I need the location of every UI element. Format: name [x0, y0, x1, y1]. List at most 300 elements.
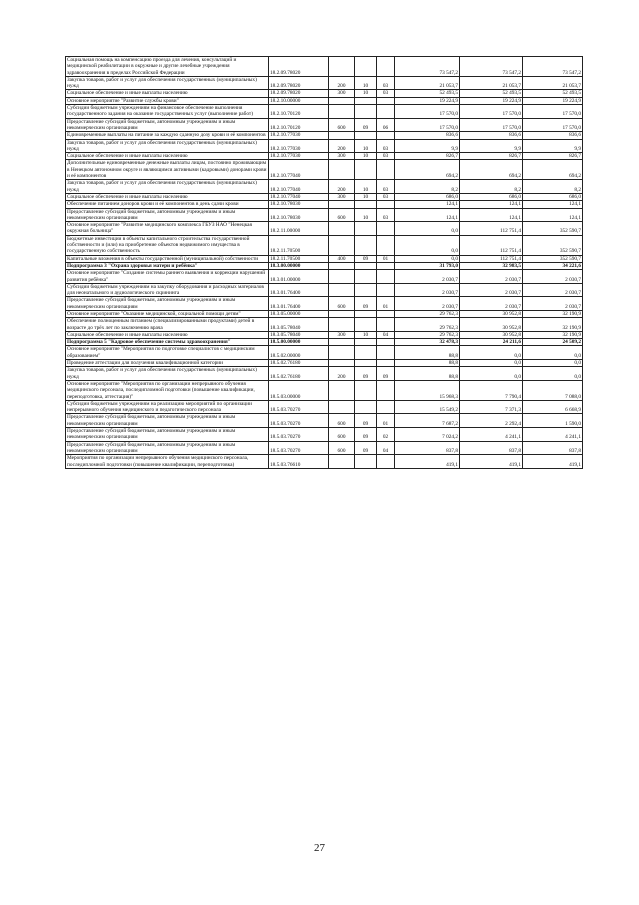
amount-year-2-cell: 694,2	[460, 160, 523, 180]
target-code-cell: 18.5.00.00000	[269, 339, 329, 346]
expense-type-cell	[329, 222, 355, 236]
section-cell: 10	[355, 76, 377, 90]
subsection-cell	[377, 270, 395, 284]
amount-year-2-cell: 2 030,7	[460, 297, 523, 311]
item-name-cell: Подпрограмма 5 "Кадровое обеспечение системы здравоохранения"	[66, 339, 269, 346]
expense-type-cell	[329, 270, 355, 284]
target-code-cell: 18.5.02.76180	[269, 367, 329, 381]
amount-year-1-cell: 29 762,3	[395, 318, 460, 332]
amount-year-2-cell: 73 547,2	[460, 57, 523, 77]
amount-year-3-cell: 32 190,9	[523, 318, 583, 332]
target-code-cell: 18.2.09.78020	[269, 90, 329, 97]
section-cell: 09	[355, 414, 377, 428]
subsection-cell: 09	[377, 367, 395, 381]
subsection-cell	[377, 160, 395, 180]
table-row	[66, 331, 583, 338]
amount-year-1-cell: 88,8	[395, 360, 460, 367]
table-row	[66, 380, 583, 400]
target-code-cell: 18.2.09.78020	[269, 76, 329, 90]
amount-year-2-cell: 19 224,9	[460, 97, 523, 104]
amount-year-3-cell: 4 241,1	[523, 428, 583, 442]
amount-year-2-cell: 686,0	[460, 193, 523, 200]
amount-year-2-cell: 2 292,4	[460, 414, 523, 428]
amount-year-2-cell: 0,0	[460, 367, 523, 381]
expense-type-cell	[329, 400, 355, 414]
section-cell: 09	[355, 441, 377, 455]
amount-year-3-cell: 419,1	[523, 455, 583, 469]
amount-year-1-cell: 19 224,9	[395, 97, 460, 104]
expense-type-cell	[329, 262, 355, 269]
item-name-cell: Дополнительные единовременные денежные выплаты лицам, постоянно проживающим в Ненецком автономном округе и являющимся активными (кадровыми) донорами крови и её компонентов	[67, 160, 267, 180]
amount-year-2-cell: 52 493,5	[460, 90, 523, 97]
section-cell	[355, 310, 377, 317]
section-cell: 10	[355, 208, 377, 222]
amount-year-1-cell: 826,7	[395, 153, 460, 160]
section-cell: 10	[355, 331, 377, 338]
section-cell: 10	[355, 139, 377, 153]
amount-year-2-cell: 9,9	[460, 139, 523, 153]
table-row	[66, 262, 583, 269]
expense-type-cell	[329, 235, 355, 255]
expense-type-cell	[329, 201, 355, 208]
target-code-cell: 18.2.10.77030	[269, 132, 329, 139]
item-name-cell: Предоставление субсидий бюджетным, автономным учреждениям и иным некоммерческим организациям	[66, 208, 269, 222]
section-cell	[355, 262, 377, 269]
amount-year-2-cell: 2 030,7	[460, 283, 523, 297]
table-row	[66, 360, 583, 367]
section-cell: 09	[355, 297, 377, 311]
target-code-cell: 18.2.11.70500	[269, 235, 329, 255]
section-cell	[355, 97, 377, 104]
expense-type-cell: 300	[329, 331, 355, 338]
subsection-cell: 04	[377, 441, 395, 455]
item-name-cell: Проведение аттестации для получения квалификационной категории	[66, 360, 269, 367]
item-name-cell: Основное мероприятие "Развитие медицинского комплекса ГБУЗ НАО "Ненецкая окружная больница"	[66, 222, 269, 236]
amount-year-1-cell: 15 968,3	[395, 380, 460, 400]
item-name-cell: Закупка товаров, работ и услуг для обеспечения государственных (муниципальных) нужд	[66, 76, 269, 90]
table-row	[66, 90, 583, 97]
table-row	[66, 318, 583, 332]
table-row	[66, 310, 583, 317]
table-row	[66, 235, 583, 255]
table-row	[66, 180, 583, 194]
expense-type-cell	[329, 346, 355, 360]
amount-year-1-cell: 0,0	[395, 255, 460, 262]
amount-year-2-cell: 21 053,7	[460, 76, 523, 90]
section-cell	[355, 132, 377, 139]
table-row	[66, 255, 583, 262]
amount-year-1-cell: 694,2	[395, 160, 460, 180]
subsection-cell	[377, 455, 395, 469]
table-row	[66, 400, 583, 414]
section-cell: 10	[355, 90, 377, 97]
amount-year-2-cell: 32 983,5	[460, 262, 523, 269]
target-code-cell: 18.5.02.00000	[269, 346, 329, 360]
subsection-cell: 01	[377, 255, 395, 262]
expense-type-cell	[329, 97, 355, 104]
amount-year-2-cell: 112 751,4	[460, 222, 523, 236]
target-code-cell: 18.2.10.00000	[269, 97, 329, 104]
amount-year-1-cell: 15 549,2	[395, 400, 460, 414]
target-code-cell: 18.2.09.78020	[269, 57, 329, 77]
amount-year-1-cell: 7 024,2	[395, 428, 460, 442]
target-code-cell: 18.2.10.78030	[269, 208, 329, 222]
item-name-cell: Социальное обеспечение и иные выплаты населению	[66, 193, 269, 200]
target-code-cell: 18.2.10.77030	[269, 139, 329, 153]
section-cell	[355, 283, 377, 297]
section-cell	[355, 222, 377, 236]
amount-year-1-cell: 29 762,3	[395, 310, 460, 317]
target-code-cell: 18.2.11.70500	[269, 255, 329, 262]
amount-year-2-cell: 24 211,6	[460, 339, 523, 346]
table-row	[66, 76, 583, 90]
subsection-cell	[377, 360, 395, 367]
amount-year-2-cell: 7 790,4	[460, 380, 523, 400]
amount-year-3-cell: 17 570,0	[523, 118, 583, 132]
amount-year-1-cell: 7 687,2	[395, 414, 460, 428]
target-code-cell: 18.3.05.00000	[269, 310, 329, 317]
amount-year-1-cell: 0,0	[395, 222, 460, 236]
expense-type-cell: 400	[329, 255, 355, 262]
item-name-cell: Основное мероприятие "Развитие службы крови"	[66, 97, 269, 104]
table-row	[66, 153, 583, 160]
amount-year-3-cell: 8,2	[523, 180, 583, 194]
target-code-cell: 18.2.10.70120	[269, 118, 329, 132]
section-cell: 10	[355, 153, 377, 160]
subsection-cell: 03	[377, 193, 395, 200]
amount-year-3-cell: 124,1	[523, 201, 583, 208]
section-cell	[355, 160, 377, 180]
section-cell	[355, 270, 377, 284]
section-cell	[355, 57, 377, 77]
expense-type-cell	[329, 283, 355, 297]
section-cell: 10	[355, 180, 377, 194]
section-cell	[355, 235, 377, 255]
amount-year-3-cell: 2 030,7	[523, 297, 583, 311]
amount-year-3-cell: 2 030,7	[523, 283, 583, 297]
amount-year-1-cell: 29 762,3	[395, 331, 460, 338]
amount-year-3-cell: 0,0	[523, 360, 583, 367]
amount-year-3-cell: 9,9	[523, 139, 583, 153]
expense-type-cell: 200	[329, 367, 355, 381]
amount-year-3-cell: 6 668,9	[523, 400, 583, 414]
page-number: 27	[314, 842, 325, 854]
section-cell	[355, 201, 377, 208]
subsection-cell	[377, 105, 395, 119]
item-name-cell: Обеспечение питанием доноров крови и её компонентов в день сдачи крови	[66, 201, 269, 208]
amount-year-2-cell: 17 570,0	[460, 118, 523, 132]
subsection-cell: 03	[377, 139, 395, 153]
subsection-cell	[377, 235, 395, 255]
target-code-cell: 18.5.03.70270	[269, 414, 329, 428]
section-cell	[355, 339, 377, 346]
expense-type-cell	[329, 339, 355, 346]
amount-year-3-cell: 21 053,7	[523, 76, 583, 90]
amount-year-1-cell: 9,9	[395, 139, 460, 153]
target-code-cell: 18.2.10.77040	[269, 160, 329, 180]
item-name-cell: Подпрограмма 3 "Охрана здоровья матери и ребёнка"	[66, 262, 269, 269]
amount-year-3-cell: 32 190,9	[523, 310, 583, 317]
amount-year-1-cell: 2 030,7	[395, 297, 460, 311]
item-name-cell: Мероприятия по организации непрерывного обучения медицинского персонала, последипломной подготовки (повышение квалификации, переподготовка)	[66, 455, 269, 469]
amount-year-2-cell: 124,1	[460, 201, 523, 208]
target-code-cell: 18.3.05.78040	[269, 331, 329, 338]
amount-year-3-cell: 124,1	[523, 208, 583, 222]
expense-type-cell: 600	[329, 414, 355, 428]
subsection-cell: 03	[377, 90, 395, 97]
subsection-cell	[377, 97, 395, 104]
table-row	[66, 283, 583, 297]
amount-year-3-cell: 52 493,5	[523, 90, 583, 97]
target-code-cell: 18.2.10.77040	[269, 193, 329, 200]
amount-year-2-cell: 8,2	[460, 180, 523, 194]
table-row	[66, 132, 583, 139]
amount-year-1-cell: 88,8	[395, 346, 460, 360]
amount-year-2-cell: 836,6	[460, 132, 523, 139]
subsection-cell: 04	[377, 331, 395, 338]
amount-year-3-cell: 32 190,9	[523, 331, 583, 338]
target-code-cell: 18.3.01.76400	[269, 283, 329, 297]
subsection-cell	[377, 262, 395, 269]
expense-type-cell: 600	[329, 118, 355, 132]
expense-type-cell	[329, 455, 355, 469]
budget-table-body	[66, 57, 583, 469]
amount-year-3-cell: 837,8	[523, 441, 583, 455]
expense-type-cell: 200	[329, 76, 355, 90]
amount-year-1-cell: 2 030,7	[395, 270, 460, 284]
item-name-cell: Социальное обеспечение и иные выплаты населению	[66, 153, 269, 160]
amount-year-2-cell: 30 952,8	[460, 310, 523, 317]
amount-year-2-cell: 0,0	[460, 346, 523, 360]
item-name-cell: Социальное обеспечение и иные выплаты населению	[66, 90, 269, 97]
section-cell: 09	[355, 428, 377, 442]
amount-year-3-cell: 0,0	[523, 367, 583, 381]
target-code-cell: 18.2.10.70120	[269, 105, 329, 119]
expense-type-cell	[329, 380, 355, 400]
section-cell	[355, 360, 377, 367]
target-code-cell: 18.2.10.77040	[269, 180, 329, 194]
expense-type-cell	[329, 310, 355, 317]
expense-type-cell	[329, 132, 355, 139]
amount-year-3-cell: 686,0	[523, 193, 583, 200]
item-name-cell: Социальная помощь на компенсацию проезда для лечения, консультаций и медицинской реабилитации в окружные и другие лечебные учреждения здравоохранения в пределах Российской Федерации	[66, 57, 269, 77]
subsection-cell	[377, 132, 395, 139]
section-cell	[355, 380, 377, 400]
target-code-cell: 18.5.03.76610	[269, 455, 329, 469]
amount-year-2-cell: 2 030,7	[460, 270, 523, 284]
target-code-cell: 18.5.03.70270	[269, 428, 329, 442]
item-name-cell: Предоставление субсидий бюджетным, автономным учреждениям и иным некоммерческим организациям	[66, 428, 269, 442]
amount-year-3-cell: 19 224,9	[523, 97, 583, 104]
target-code-cell: 18.3.05.78040	[269, 318, 329, 332]
table-row	[66, 105, 583, 119]
amount-year-1-cell: 836,6	[395, 132, 460, 139]
item-name-cell: Субсидии бюджетным учреждениям на реализацию мероприятий по организации непрерывного обучения медицинского и педагогического персонала	[66, 400, 269, 414]
section-cell: 09	[355, 118, 377, 132]
subsection-cell	[377, 380, 395, 400]
subsection-cell: 03	[377, 208, 395, 222]
amount-year-1-cell: 8,2	[395, 180, 460, 194]
expense-type-cell: 600	[329, 428, 355, 442]
expense-type-cell: 600	[329, 297, 355, 311]
amount-year-1-cell: 837,8	[395, 441, 460, 455]
amount-year-1-cell: 88,8	[395, 367, 460, 381]
amount-year-3-cell: 1 590,0	[523, 414, 583, 428]
amount-year-2-cell: 17 570,0	[460, 105, 523, 119]
amount-year-3-cell: 836,6	[523, 132, 583, 139]
expense-type-cell	[329, 57, 355, 77]
expense-type-cell: 300	[329, 153, 355, 160]
table-row	[66, 222, 583, 236]
amount-year-1-cell: 0,0	[395, 235, 460, 255]
subsection-cell	[377, 222, 395, 236]
item-name-cell: Предоставление субсидий бюджетным, автономным учреждениям и иным некоммерческим организациям	[66, 414, 269, 428]
subsection-cell: 02	[377, 428, 395, 442]
item-name-cell: Предоставление субсидий бюджетным, автономным учреждениям и иным некоммерческим организациям	[66, 297, 269, 311]
amount-year-3-cell: 2 030,7	[523, 270, 583, 284]
amount-year-2-cell: 826,7	[460, 153, 523, 160]
amount-year-1-cell: 73 547,2	[395, 57, 460, 77]
target-code-cell: 18.3.00.00000	[269, 262, 329, 269]
item-name-cell: Бюджетные инвестиции в объекты капитального строительства государственной собственности и (или) на приобретение объектов недвижимого имущества в государственную собственность	[66, 235, 269, 255]
table-row	[66, 193, 583, 200]
table-row	[66, 428, 583, 442]
amount-year-2-cell: 419,1	[460, 455, 523, 469]
amount-year-3-cell: 826,7	[523, 153, 583, 160]
subsection-cell	[377, 339, 395, 346]
expense-type-cell	[329, 160, 355, 180]
target-code-cell: 18.2.10.78030	[269, 201, 329, 208]
subsection-cell	[377, 400, 395, 414]
amount-year-3-cell: 0,0	[523, 346, 583, 360]
subsection-cell: 03	[377, 76, 395, 90]
table-row	[66, 57, 583, 77]
item-name-cell: Основное мероприятие "Мероприятия по организации непрерывного обучения медицинского персонала, последипломной подготовки (повышение квалификации, переподготовка, аттестация)"	[66, 380, 269, 400]
section-cell	[355, 318, 377, 332]
expense-type-cell: 200	[329, 180, 355, 194]
table-row	[66, 297, 583, 311]
amount-year-2-cell: 0,0	[460, 360, 523, 367]
amount-year-3-cell: 352 590,7	[523, 255, 583, 262]
amount-year-1-cell: 2 030,7	[395, 283, 460, 297]
item-name-cell: Основное мероприятие "Создание системы раннего выявления и коррекции нарушений развития ребёнка"	[66, 270, 269, 284]
budget-table	[65, 56, 583, 469]
amount-year-3-cell: 34 221,6	[523, 262, 583, 269]
amount-year-1-cell: 52 493,5	[395, 90, 460, 97]
table-row	[66, 367, 583, 381]
table-row	[66, 97, 583, 104]
section-cell	[355, 400, 377, 414]
section-cell	[355, 105, 377, 119]
amount-year-3-cell: 73 547,2	[523, 57, 583, 77]
amount-year-3-cell: 7 088,0	[523, 380, 583, 400]
amount-year-2-cell: 30 952,8	[460, 318, 523, 332]
table-row	[66, 346, 583, 360]
target-code-cell: 18.5.03.00000	[269, 380, 329, 400]
subsection-cell: 03	[377, 180, 395, 194]
subsection-cell	[377, 310, 395, 317]
expense-type-cell: 300	[329, 90, 355, 97]
subsection-cell	[377, 201, 395, 208]
amount-year-1-cell: 21 053,7	[395, 76, 460, 90]
amount-year-2-cell: 112 751,4	[460, 235, 523, 255]
amount-year-3-cell: 694,2	[523, 160, 583, 180]
amount-year-1-cell: 124,1	[395, 208, 460, 222]
table-row	[66, 208, 583, 222]
expense-type-cell: 600	[329, 208, 355, 222]
expense-type-cell: 600	[329, 441, 355, 455]
table-row	[66, 139, 583, 153]
amount-year-1-cell: 31 793,0	[395, 262, 460, 269]
subsection-cell	[377, 346, 395, 360]
table-row	[66, 455, 583, 469]
table-row	[66, 414, 583, 428]
amount-year-3-cell: 352 590,7	[523, 222, 583, 236]
table-row	[66, 160, 583, 180]
item-name-cell: Закупка товаров, работ и услуг для обеспечения государственных (муниципальных) нужд	[66, 139, 269, 153]
target-code-cell: 18.2.10.77030	[269, 153, 329, 160]
target-code-cell: 18.2.11.00000	[269, 222, 329, 236]
amount-year-1-cell: 32 478,3	[395, 339, 460, 346]
amount-year-1-cell: 17 570,0	[395, 118, 460, 132]
expense-type-cell: 300	[329, 193, 355, 200]
amount-year-1-cell: 124,1	[395, 201, 460, 208]
table-row	[66, 270, 583, 284]
amount-year-2-cell: 4 241,1	[460, 428, 523, 442]
section-cell: 10	[355, 193, 377, 200]
expense-type-cell: 200	[329, 139, 355, 153]
amount-year-2-cell: 7 371,3	[460, 400, 523, 414]
item-name-cell: Субсидии бюджетным учреждениям на закупку оборудования и расходных материалов для неонатального и аудиологического скрининга	[66, 283, 269, 297]
table-row	[66, 339, 583, 346]
section-cell	[355, 346, 377, 360]
amount-year-2-cell: 124,1	[460, 208, 523, 222]
item-name-cell: Основное мероприятие "Оказание медицинской, социальной помощи детям"	[66, 310, 269, 317]
subsection-cell	[377, 318, 395, 332]
section-cell: 09	[355, 367, 377, 381]
amount-year-2-cell: 112 751,4	[460, 255, 523, 262]
section-cell: 09	[355, 255, 377, 262]
item-name-cell: Единовременные выплаты на питание за каждую сданную дозу крови и её компонентов	[66, 132, 269, 139]
table-row	[66, 201, 583, 208]
item-name-cell: Капитальные вложения в объекты государственной (муниципальной) собственности	[66, 255, 269, 262]
amount-year-3-cell: 352 590,7	[523, 235, 583, 255]
amount-year-2-cell: 837,8	[460, 441, 523, 455]
amount-year-1-cell: 686,0	[395, 193, 460, 200]
item-name-cell: Обеспечение полноценным питанием (специализированными продуктами) детей в возрасте до трёх лет по заключению врача	[66, 318, 269, 332]
table-row	[66, 441, 583, 455]
table-row	[66, 118, 583, 132]
item-name-cell: Основное мероприятие "Мероприятия по подготовке специалистов с медицинским образованием"	[66, 346, 269, 360]
target-code-cell: 18.5.03.70270	[269, 400, 329, 414]
item-name-cell: Закупка товаров, работ и услуг для обеспечения государственных (муниципальных) нужд	[66, 180, 269, 194]
subsection-cell: 03	[377, 153, 395, 160]
amount-year-2-cell: 30 952,8	[460, 331, 523, 338]
target-code-cell: 18.5.03.70270	[269, 441, 329, 455]
subsection-cell	[377, 57, 395, 77]
item-name-cell: Субсидии бюджетным учреждениям на финансовое обеспечение выполнения государственного задания на оказание государственных услуг (выполнение работ)	[66, 105, 269, 119]
item-name-cell: Социальное обеспечение и иные выплаты населению	[66, 331, 269, 338]
target-code-cell: 18.5.02.76180	[269, 360, 329, 367]
item-name-cell: Закупка товаров, работ и услуг для обеспечения государственных (муниципальных) нужд	[66, 367, 269, 381]
subsection-cell: 01	[377, 414, 395, 428]
expense-type-cell	[329, 318, 355, 332]
amount-year-3-cell: 24 509,2	[523, 339, 583, 346]
expense-type-cell	[329, 105, 355, 119]
section-cell	[355, 455, 377, 469]
expense-type-cell	[329, 360, 355, 367]
amount-year-3-cell: 17 570,0	[523, 105, 583, 119]
